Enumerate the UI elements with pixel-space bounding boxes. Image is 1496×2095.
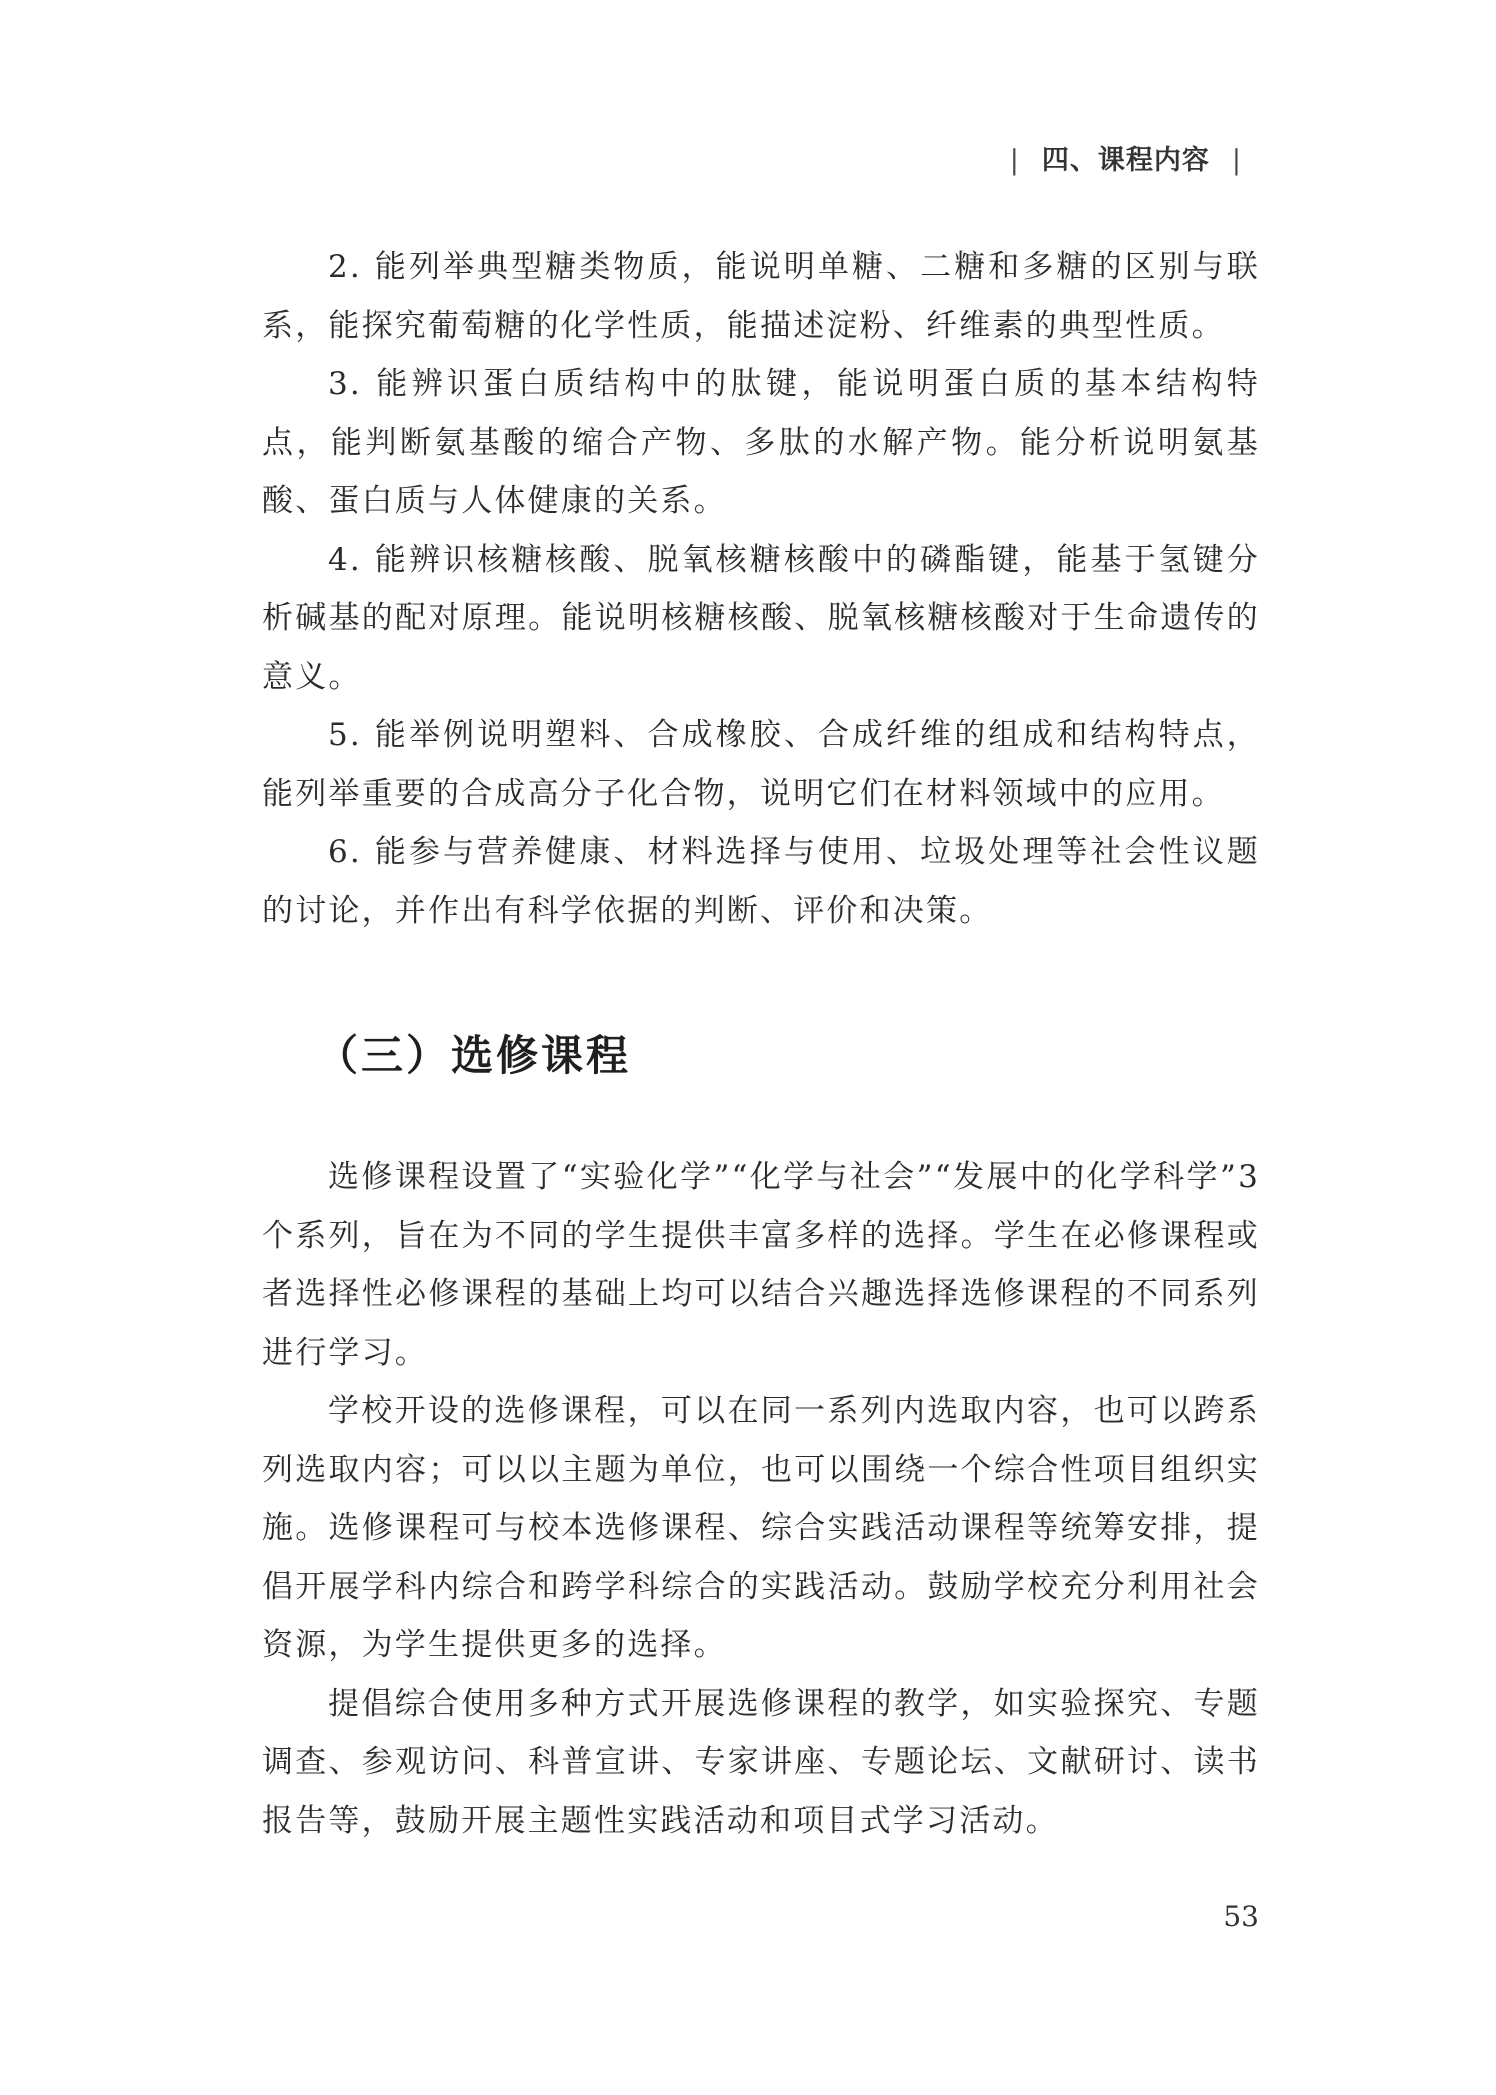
page-number: 53 <box>1223 1900 1259 1933</box>
body-paragraph: 选修课程设置了“实验化学”“化学与社会”“发展中的化学科学”3个系列，旨在为不同的学生提供丰富多样的选择。学生在必修课程或者选择性必修课程的基础上均可以结合兴趣选择选修课程的不同系列进行学习。 <box>262 1159 1260 1371</box>
header-bar-right: | <box>1231 145 1242 176</box>
header-section-title: 四、课程内容 <box>1041 145 1210 176</box>
learning-objectives-list <box>262 238 1260 940</box>
elective-course-body <box>262 1148 1260 1850</box>
section-heading: （三）选修课程 <box>316 1031 632 1080</box>
list-item: 5. 能举例说明塑料、合成橡胶、合成纤维的组成和结构特点，能列举重要的合成高分子化合物，说明它们在材料领域中的应用。 <box>262 717 1260 812</box>
running-header <box>988 138 1264 177</box>
header-bar-left: | <box>1009 145 1020 176</box>
list-item: 2. 能列举典型糖类物质，能说明单糖、二糖和多糖的区别与联系，能探究葡萄糖的化学性质，能描述淀粉、纤维素的典型性质。 <box>262 249 1260 344</box>
body-paragraph: 学校开设的选修课程，可以在同一系列内选取内容，也可以跨系列选取内容；可以以主题为单位，也可以围绕一个综合性项目组织实施。选修课程可与校本选修课程、综合实践活动课程等统筹安排，提倡开展学科内综合和跨学科综合的实践活动。鼓励学校充分利用社会资源，为学生提供更多的选择。 <box>262 1393 1260 1663</box>
body-paragraph: 提倡综合使用多种方式开展选修课程的教学，如实验探究、专题调查、参观访问、科普宣讲、专家讲座、专题论坛、文献研讨、读书报告等，鼓励开展主题性实践活动和项目式学习活动。 <box>262 1685 1260 1839</box>
list-item: 6. 能参与营养健康、材料选择与使用、垃圾处理等社会性议题的讨论，并作出有科学依据的判断、评价和决策。 <box>262 834 1260 929</box>
list-item: 3. 能辨识蛋白质结构中的肽键，能说明蛋白质的基本结构特点，能判断氨基酸的缩合产物、多肽的水解产物。能分析说明氨基酸、蛋白质与人体健康的关系。 <box>262 366 1260 519</box>
list-item: 4. 能辨识核糖核酸、脱氧核糖核酸中的磷酯键，能基于氢键分析碱基的配对原理。能说明核糖核酸、脱氧核糖核酸对于生命遗传的意义。 <box>262 541 1260 695</box>
